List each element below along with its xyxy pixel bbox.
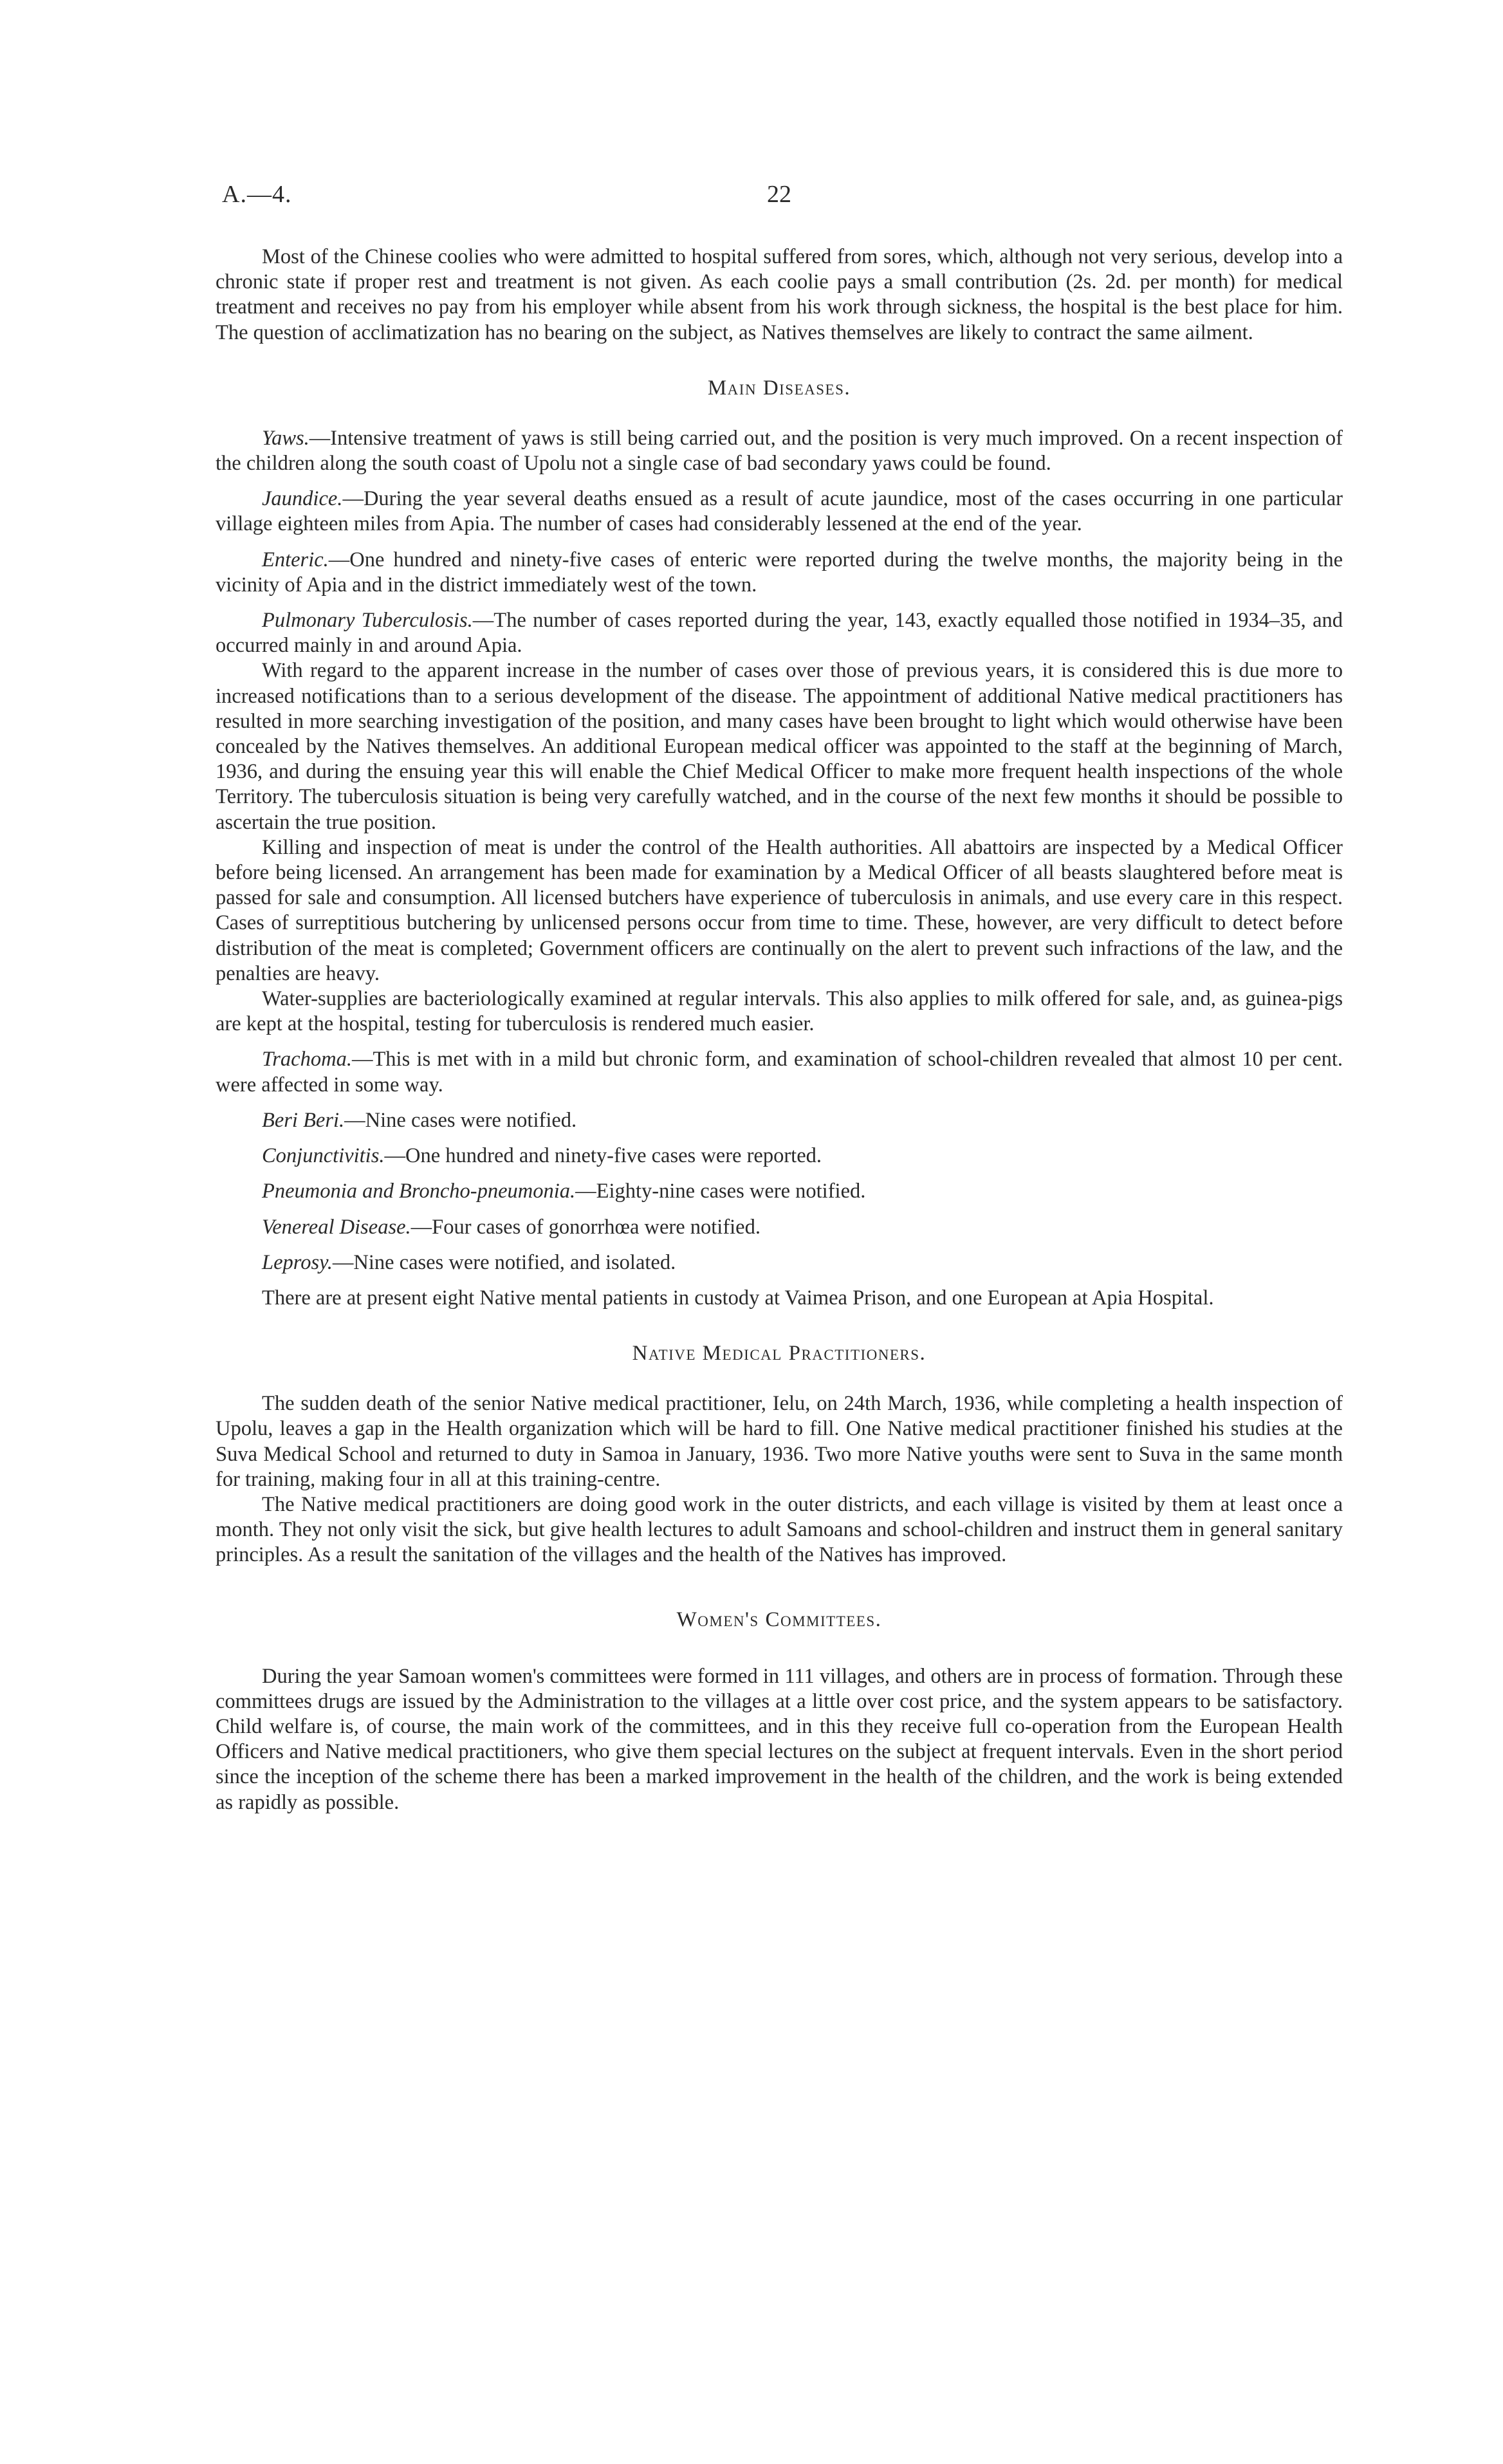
disease-text: —Four cases of gonorrhœa were notified. [410, 1215, 761, 1239]
disease-text: —One hundred and ninety-five cases were reported. [384, 1144, 822, 1168]
disease-term: Venereal Disease. [262, 1215, 411, 1239]
disease-entry-trachoma [216, 1047, 1343, 1097]
disease-text: —The number of cases reported during the year, 143, exactly equalled those notified in 1934–35, and occurred mainly in and around Apia. [216, 609, 1343, 658]
disease-term: Jaundice. [262, 487, 343, 511]
disease-text: —This is met with in a mild but chronic form, and examination of school-children revealed that almost 10 per cent. were affected in some way. [216, 1048, 1343, 1097]
document-reference: A.—4. [222, 181, 292, 208]
disease-entry-conjunctivitis [216, 1144, 1343, 1169]
disease-entry-beri-beri [216, 1108, 1343, 1133]
disease-entry-yaws [216, 426, 1343, 476]
page-header [216, 180, 1343, 225]
section-heading-womens-committees: Women's Committees. [676, 1607, 882, 1631]
disease-term: Leprosy. [262, 1250, 333, 1274]
disease-term: Beri Beri. [262, 1108, 345, 1132]
mental-patients-paragraph: There are at present eight Native mental patients in custody at Vaimea Prison, and one European at Apia Hospital. [262, 1286, 1214, 1310]
document-page [216, 180, 1343, 1815]
section-heading-main-diseases: Main Diseases. [707, 376, 851, 400]
disease-term: Conjunctivitis. [262, 1144, 385, 1168]
womens-committees-paragraph: During the year Samoan women's committees were formed in 111 villages, and others are in process of formation. Through these committees drugs are issued by the Administration to the villages at a little over cost price, and the system appears to be satisfactory. Child welfare is, of course, the main work of the committees, and in this they receive full co-operation from the European Health Officers and Native medical practitioners, who give them special lectures on the subject at frequent intervals. Even in the short period since the inception of the scheme there has been a marked improvement in the health of the children, and the work is being extended as rapidly as possible. [216, 1664, 1343, 1814]
native-practitioners-paragraph-1: The sudden death of the senior Native medical practitioner, Ielu, on 24th March, 1936, while completing a health inspection of Upolu, leaves a gap in the Health organization which will be hard to fill. One Native medical practitioner finished his studies at the Suva Medical School and returned to duty in Samoa in January, 1936. Two more Native youths were sent to Suva in the same month for training, making four in all at this training-centre. [216, 1392, 1343, 1491]
water-supplies-paragraph: Water-supplies are bacteriologically examined at regular intervals. This also applies to milk offered for sale, and, as guinea-pigs are kept at the hospital, testing for tuberculosis is rendered much easier. [216, 987, 1343, 1036]
disease-term: Trachoma. [262, 1048, 352, 1071]
disease-text: —One hundred and ninety-five cases of enteric were reported during the twelve months, the majority being in the vicinity of Apia and in the district immediately west of the town. [216, 548, 1343, 597]
meat-inspection-paragraph: Killing and inspection of meat is under the control of the Health authorities. All abattoirs are inspected by a Medical Officer before being licensed. An arrangement has been made for examination by a Medical Officer of all beasts slaughtered before meat is passed for sale and consumption. All licensed butchers have experience of tuberculosis in animals, and use every care in this respect. Cases of surreptitious butchering by unlicensed persons occur from time to time. These, however, are very difficult to detect before distribution of the meat is completed; Government officers are continually on the alert to prevent such infractions of the law, and the penalties are heavy. [216, 835, 1343, 985]
disease-term: Pulmonary Tuberculosis. [262, 609, 473, 633]
disease-text: —During the year several deaths ensued as a result of acute jaundice, most of the cases occurring in one particular village eighteen miles from Apia. The number of cases had considerably lessened at the end of the year. [216, 487, 1343, 536]
disease-text: —Eighty-nine cases were notified. [575, 1180, 866, 1203]
disease-term: Enteric. [262, 548, 329, 571]
native-practitioners-paragraph-2: The Native medical practitioners are doing good work in the outer districts, and each village is visited by them at least once a month. They not only visit the sick, but give health lectures to adult Samoans and school-children and instruct them in general sanitary principles. As a result the sanitation of the villages and the health of the Natives has improved. [216, 1492, 1343, 1567]
disease-entry-jaundice [216, 486, 1343, 537]
disease-term: Yaws. [262, 426, 309, 450]
document-body [216, 245, 1343, 1815]
disease-text: —Nine cases were notified. [344, 1108, 577, 1132]
tuberculosis-paragraph: With regard to the apparent increase in the number of cases over those of previous years, it is considered this is due more to increased notifications than to a serious development of the disease. The appointment of additional Native medical practitioners has resulted in more searching investigation of the position, and many cases have been brought to light which would otherwise have been concealed by the Natives themselves. An additional European medical officer was appointed to the staff at the beginning of March, 1936, and during the ensuing year this will enable the Chief Medical Officer to make more frequent health inspections of the whole Territory. The tuberculosis situation is being very carefully watched, and in the course of the next few months it should be possible to ascertain the true position. [216, 659, 1343, 834]
disease-entry-pneumonia [216, 1179, 1343, 1204]
disease-entry-pulmonary-tuberculosis [216, 608, 1343, 658]
disease-entry-leprosy [216, 1250, 1343, 1275]
section-heading-native-medical-practitioners: Native Medical Practitioners. [632, 1342, 927, 1366]
disease-text: —Nine cases were notified, and isolated. [332, 1250, 676, 1274]
page-number: 22 [767, 181, 791, 208]
disease-entry-venereal-disease [216, 1215, 1343, 1240]
disease-text: —Intensive treatment of yaws is still being carried out, and the position is very much improved. On a recent inspection of the children along the south coast of Upolu not a single case of bad secondary yaws could be found. [216, 426, 1343, 476]
intro-paragraph: Most of the Chinese coolies who were admitted to hospital suffered from sores, which, although not very serious, develop into a chronic state if proper rest and treatment is not given. As each coolie pays a small contribution (2s. 2d. per month) for medical treatment and receives no pay from his employer while absent from his work through sickness, the hospital is the best place for him. The question of acclimatization has no bearing on the subject, as Natives themselves are likely to contract the same ailment. [216, 245, 1343, 344]
disease-term: Pneumonia and Broncho-pneumonia. [262, 1180, 576, 1203]
disease-entry-enteric [216, 548, 1343, 598]
